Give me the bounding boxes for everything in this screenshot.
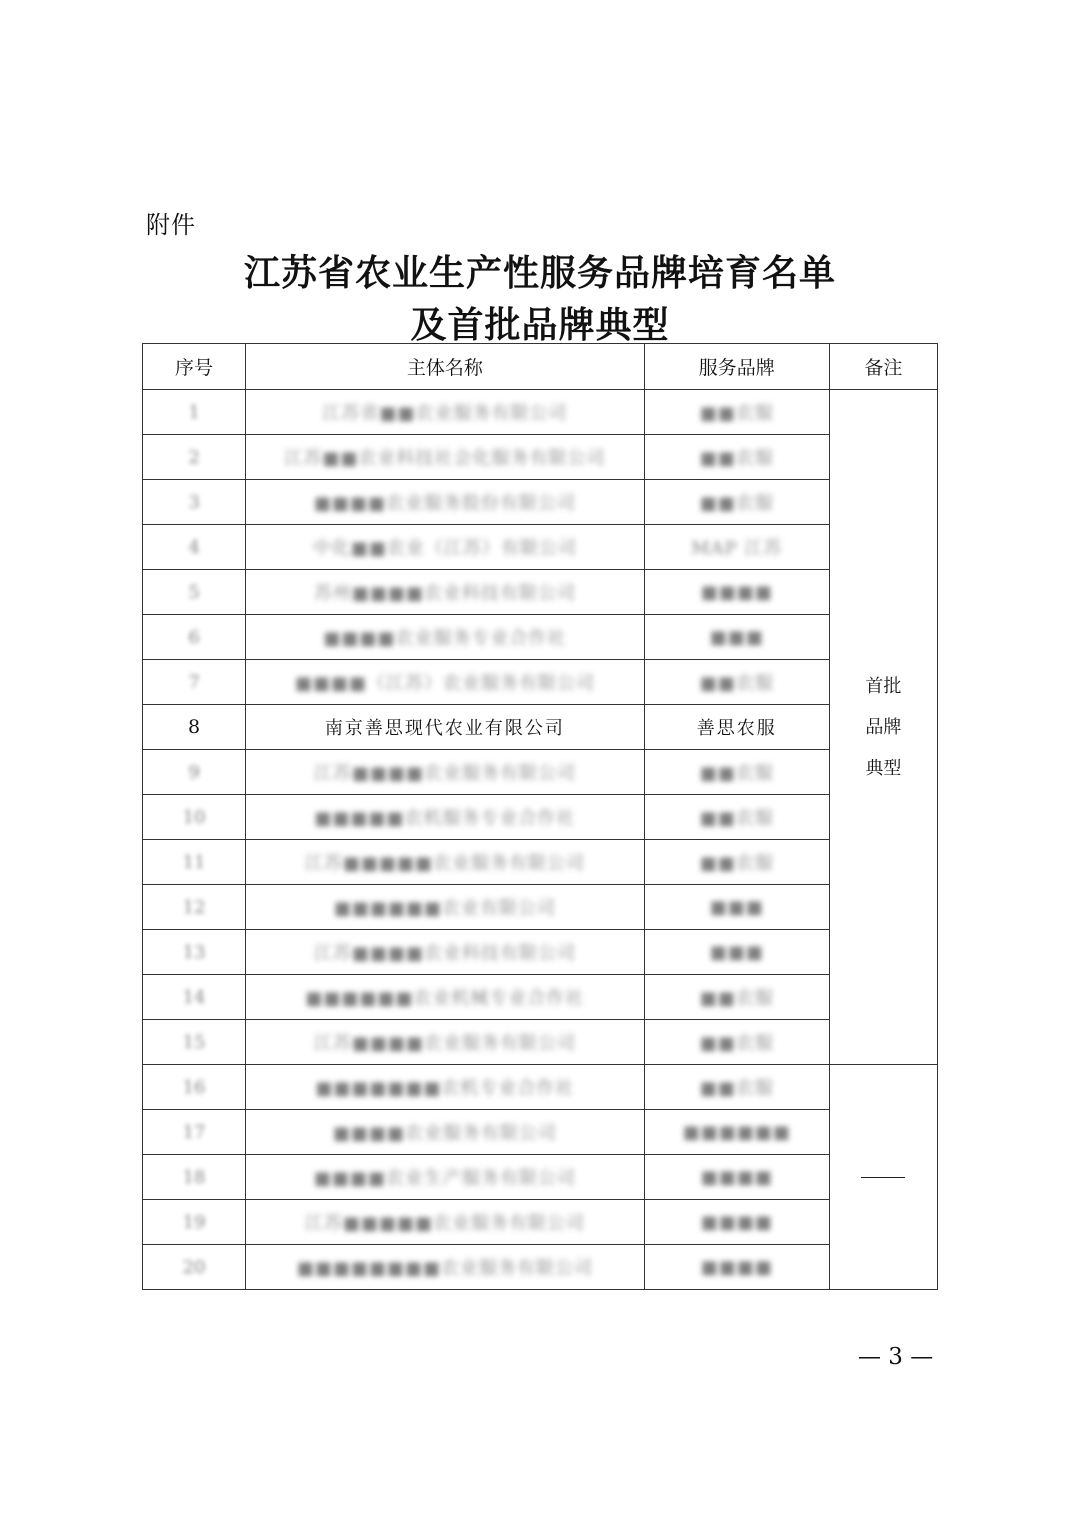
- service-brand: [644, 1155, 829, 1200]
- table-row: [143, 660, 938, 705]
- entity-name: [246, 480, 645, 525]
- service-brand-text: ■■农服: [699, 493, 774, 514]
- document-title-line-2: 及首批品牌典型: [410, 304, 670, 346]
- entity-name-text: ■■■■■■农业有限公司: [333, 898, 556, 919]
- service-brand: [644, 525, 829, 570]
- entity-name: [246, 435, 645, 480]
- table-row: [143, 480, 938, 525]
- row-number-text: 3: [188, 491, 200, 513]
- service-brand: [644, 1065, 829, 1110]
- entity-name: [246, 975, 645, 1020]
- row-number: [143, 660, 246, 705]
- service-brand-text: ■■■■: [700, 1166, 773, 1188]
- service-brand-text: ■■农服: [699, 763, 774, 784]
- entity-name: [246, 390, 645, 435]
- entity-name-text: 江苏省■■农业服务有限公司: [322, 403, 568, 424]
- entity-name: [246, 705, 645, 750]
- row-number-text: 4: [188, 536, 200, 558]
- entity-name: [246, 525, 645, 570]
- entity-name: [246, 1200, 645, 1245]
- entity-name: [246, 1110, 645, 1155]
- table-header-row: [143, 344, 938, 390]
- entity-name-text: ■■■■■■■农机专业合作社: [315, 1078, 575, 1099]
- row-number: [143, 795, 246, 840]
- document-title-line-1: 江苏省农业生产性服务品牌培育名单: [243, 252, 836, 294]
- table-row: [143, 1200, 938, 1245]
- table-row: [143, 435, 938, 480]
- table-row: [143, 525, 938, 570]
- remark-line: 典型: [865, 757, 902, 779]
- remark-first-batch-typical: [829, 390, 937, 1065]
- entity-name: [246, 1065, 645, 1110]
- table-row: [143, 930, 938, 975]
- row-number-text: 7: [188, 671, 200, 693]
- row-number-text: 17: [182, 1121, 206, 1143]
- row-number-text: 16: [182, 1076, 206, 1098]
- entity-name-text: 江苏■■■■农业服务有限公司: [313, 763, 576, 784]
- row-number-text: 12: [182, 896, 206, 918]
- table-row: [143, 1155, 938, 1200]
- service-brand-text: ■■农服: [699, 403, 774, 424]
- service-brand-text: ■■农服: [699, 448, 774, 469]
- entity-name: [246, 660, 645, 705]
- service-brand-text: ■■■: [709, 626, 764, 648]
- row-number: [143, 1200, 246, 1245]
- row-number: [143, 975, 246, 1020]
- remark-line: 首批: [865, 675, 902, 697]
- table-body: [143, 390, 938, 1290]
- row-number-text: 10: [182, 806, 206, 828]
- row-number-text: 19: [182, 1211, 206, 1233]
- row-number: [143, 525, 246, 570]
- header-remarks: 备注: [829, 344, 937, 390]
- row-number: [143, 930, 246, 975]
- table-row: [143, 390, 938, 435]
- dash-line-icon: [861, 1177, 905, 1178]
- row-number-text: 2: [188, 446, 200, 468]
- table-row: [143, 1065, 938, 1110]
- entity-name: [246, 840, 645, 885]
- service-brand-text: ■■农服: [699, 1033, 774, 1054]
- service-brand-text: ■■■■: [700, 1211, 773, 1233]
- entity-name-text: 苏州■■■■农业科技有限公司: [313, 583, 576, 604]
- entity-name-text: 江苏■■■■■农业服务有限公司: [304, 853, 585, 874]
- table-row: [143, 705, 938, 750]
- entity-name-text: ■■■■■■农业机械专业合作社: [305, 988, 585, 1009]
- service-brand-text: ■■农服: [699, 1078, 774, 1099]
- row-number-text: 14: [182, 986, 206, 1008]
- row-number: [143, 1155, 246, 1200]
- row-number-text: 8: [188, 716, 201, 738]
- entity-name: [246, 1245, 645, 1290]
- service-brand: [644, 615, 829, 660]
- entity-name-text: 江苏■■农业科技社会化服务有限公司: [284, 448, 606, 469]
- service-brand: [644, 840, 829, 885]
- header-service-brand: 服务品牌: [644, 344, 829, 390]
- row-number-text: 6: [188, 626, 200, 648]
- row-number: [143, 435, 246, 480]
- entity-name: [246, 1020, 645, 1065]
- row-number: [143, 570, 246, 615]
- entity-name: [246, 615, 645, 660]
- entity-name-text: ■■■■■■■■农业服务有限公司: [296, 1258, 593, 1279]
- entity-name: [246, 795, 645, 840]
- row-number: [143, 1110, 246, 1155]
- entity-name-text: ■■■■农业服务股份有限公司: [313, 493, 576, 514]
- brand-roster-table: [142, 343, 938, 1290]
- service-brand: [644, 390, 829, 435]
- row-number-text: 20: [182, 1256, 206, 1278]
- row-number: [143, 750, 246, 795]
- service-brand-text: ■■农服: [699, 808, 774, 829]
- service-brand-text: ■■农服: [699, 853, 774, 874]
- entity-name-text: 江苏■■■■农业服务有限公司: [313, 1033, 576, 1054]
- table-row: [143, 1110, 938, 1155]
- service-brand: [644, 750, 829, 795]
- header-entity-name: 主体名称: [246, 344, 645, 390]
- row-number-text: 5: [188, 581, 200, 603]
- row-number-text: 13: [182, 941, 206, 963]
- entity-name: [246, 930, 645, 975]
- service-brand: [644, 885, 829, 930]
- table-row: [143, 975, 938, 1020]
- row-number-text: 18: [182, 1166, 206, 1188]
- entity-name-text: ■■■■农业服务有限公司: [332, 1123, 557, 1144]
- service-brand-text: MAP 江苏: [691, 538, 783, 559]
- entity-name-text: 南京善思现代农业有限公司: [324, 718, 565, 739]
- page-number: — 3 —: [858, 1344, 934, 1370]
- service-brand-text: 善思农服: [696, 718, 777, 739]
- service-brand-text: ■■■■■■: [682, 1121, 791, 1143]
- service-brand: [644, 1110, 829, 1155]
- table-row: [143, 570, 938, 615]
- entity-name-text: ■■■■农业服务专业合作社: [323, 628, 567, 649]
- row-number: [143, 1245, 246, 1290]
- row-number-text: 11: [182, 851, 206, 873]
- service-brand: [644, 1200, 829, 1245]
- table-row: [143, 885, 938, 930]
- entity-name: [246, 1155, 645, 1200]
- attachment-label: 附件: [146, 211, 196, 239]
- remark-empty-dash: [829, 1065, 937, 1290]
- entity-name: [246, 750, 645, 795]
- entity-name-text: 江苏■■■■■农业服务有限公司: [304, 1213, 585, 1234]
- entity-name-text: ■■■■农业生产服务有限公司: [313, 1168, 576, 1189]
- header-serial-number: 序号: [143, 344, 246, 390]
- row-number: [143, 885, 246, 930]
- row-number: [143, 390, 246, 435]
- service-brand-text: ■■■: [709, 896, 764, 918]
- service-brand: [644, 930, 829, 975]
- service-brand-text: ■■农服: [699, 673, 774, 694]
- entity-name-text: ■■■■■农机服务专业合作社: [314, 808, 576, 829]
- service-brand: [644, 705, 829, 750]
- table-row: [143, 1020, 938, 1065]
- row-number-text: 9: [188, 761, 200, 783]
- row-number: [143, 480, 246, 525]
- row-number: [143, 705, 246, 750]
- row-number: [143, 1065, 246, 1110]
- service-brand: [644, 1020, 829, 1065]
- service-brand: [644, 1245, 829, 1290]
- table-row: [143, 750, 938, 795]
- row-number: [143, 615, 246, 660]
- row-number: [143, 840, 246, 885]
- entity-name: [246, 570, 645, 615]
- entity-name-text: 江苏■■■■农业科技有限公司: [313, 943, 576, 964]
- remark-line: 品牌: [865, 716, 902, 738]
- service-brand-text: ■■农服: [699, 988, 774, 1009]
- table-row: [143, 615, 938, 660]
- row-number-text: 1: [188, 401, 200, 423]
- row-number-text: 15: [182, 1031, 206, 1053]
- table-row: [143, 1245, 938, 1290]
- service-brand-text: ■■■: [709, 941, 764, 963]
- entity-name-text: ■■■■（江苏）农业服务有限公司: [294, 673, 595, 694]
- entity-name-text: 中化■■农业（江苏）有限公司: [312, 538, 577, 559]
- table-row: [143, 840, 938, 885]
- service-brand: [644, 435, 829, 480]
- service-brand-text: ■■■■: [700, 581, 773, 603]
- entity-name: [246, 885, 645, 930]
- service-brand: [644, 480, 829, 525]
- service-brand: [644, 795, 829, 840]
- service-brand-text: ■■■■: [700, 1256, 773, 1278]
- row-number: [143, 1020, 246, 1065]
- service-brand: [644, 570, 829, 615]
- service-brand: [644, 660, 829, 705]
- table-row: [143, 795, 938, 840]
- service-brand: [644, 975, 829, 1020]
